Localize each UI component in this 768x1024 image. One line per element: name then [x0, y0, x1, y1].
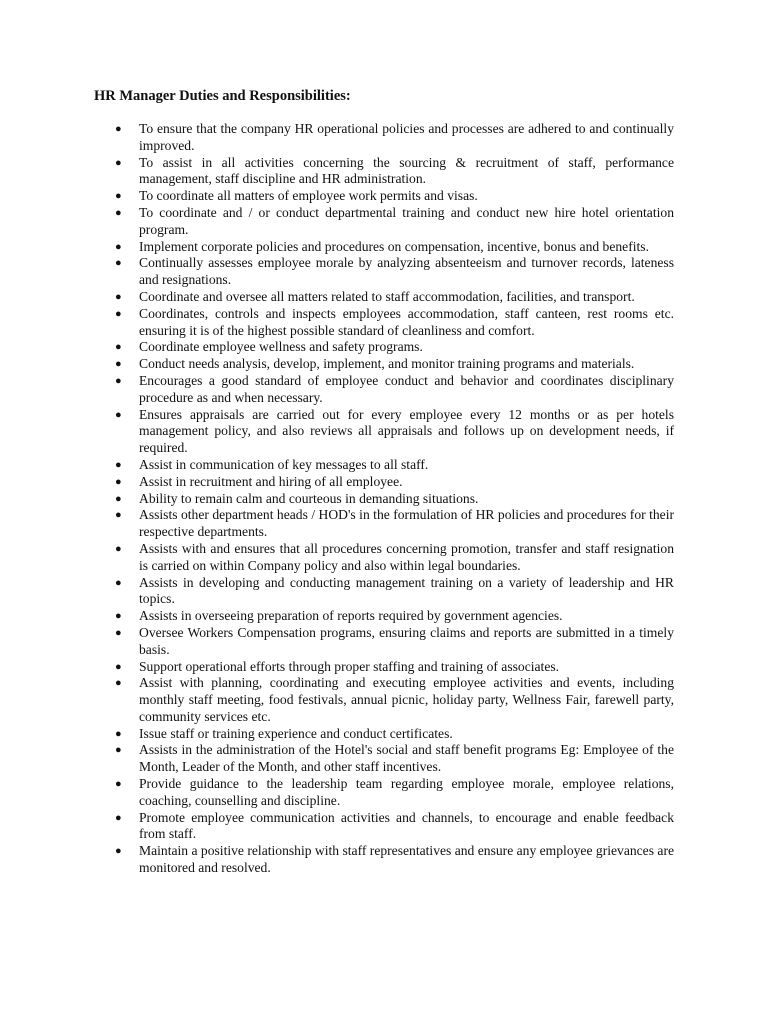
list-item [114, 205, 674, 239]
list-item [114, 575, 674, 609]
list-item-text: Encourages a good standard of employee conduct and behavior and coordinates disciplinary procedure as and when necessary. [139, 372, 674, 405]
bullet-icon: ● [115, 358, 122, 371]
list-item [114, 675, 674, 725]
list-item-text: Support operational efforts through proper staffing and training of associates. [139, 658, 560, 674]
bullet-icon: ● [115, 610, 122, 623]
list-item [114, 188, 674, 205]
list-item-text: Assists other department heads / HOD's in the formulation of HR policies and procedures for their respective departments. [139, 507, 674, 540]
bullet-icon: ● [115, 509, 122, 522]
list-item-text: Oversee Workers Compensation programs, ensuring claims and reports are submitted in a timely basis. [139, 624, 674, 657]
list-item-text: Promote employee communication activities and channels, to encourage and enable feedback from staff. [139, 809, 674, 842]
bullet-icon: ● [115, 576, 122, 589]
list-item [114, 843, 674, 877]
list-item [114, 491, 674, 508]
list-item-text: Assists in the administration of the Hotel's social and staff benefit programs Eg: Employee of the Month, Leader of the Month, and other staff incentives. [139, 742, 674, 775]
list-item [114, 541, 674, 575]
bullet-icon: ● [115, 290, 122, 303]
list-item [114, 356, 674, 373]
list-item-text: Conduct needs analysis, develop, implement, and monitor training programs and materials. [139, 356, 635, 372]
list-item [114, 507, 674, 541]
list-item-text: To coordinate and / or conduct departmental training and conduct new hire hotel orientation program. [139, 204, 674, 237]
list-item [114, 726, 674, 743]
list-item [114, 289, 674, 306]
bullet-icon: ● [115, 845, 122, 858]
bullet-icon: ● [115, 677, 122, 690]
bullet-icon: ● [115, 542, 122, 555]
list-item-text: Assists in overseeing preparation of reports required by government agencies. [139, 608, 563, 624]
list-item [114, 306, 674, 340]
list-item [114, 810, 674, 844]
bullet-icon: ● [115, 626, 122, 639]
list-item [114, 373, 674, 407]
bullet-icon: ● [115, 156, 122, 169]
page-title: HR Manager Duties and Responsibilities: [94, 88, 351, 104]
bullet-icon: ● [115, 374, 122, 387]
list-item [114, 608, 674, 625]
list-item [114, 407, 674, 457]
bullet-icon: ● [115, 123, 122, 135]
list-item-text: Issue staff or training experience and conduct certificates. [139, 725, 453, 741]
bullet-icon: ● [115, 341, 122, 354]
list-item-text: Implement corporate policies and procedures on compensation, incentive, bonus and benefits. [139, 238, 649, 254]
list-item-text: To ensure that the company HR operational policies and processes are adhered to and continually improved. [139, 121, 674, 153]
bullet-icon: ● [115, 458, 122, 471]
list-item-text: Assist with planning, coordinating and executing employee activities and events, including monthly staff meeting, food festivals, annual picnic, holiday party, Wellness Fair, farewell party, community services etc. [139, 675, 674, 724]
bullet-icon: ● [115, 240, 122, 253]
list-item-text: Assist in communication of key messages to all staff. [139, 456, 429, 472]
bullet-icon: ● [115, 408, 122, 421]
list-item [114, 255, 674, 289]
list-item-text: Coordinate employee wellness and safety programs. [139, 339, 423, 355]
bullet-icon: ● [115, 727, 122, 740]
list-item-text: Provide guidance to the leadership team regarding employee morale, employee relations, coaching, counselling and discipline. [139, 776, 674, 808]
list-item-text: Ability to remain calm and courteous in demanding situations. [139, 490, 479, 506]
list-item [114, 457, 674, 474]
bullet-icon: ● [115, 744, 122, 757]
list-item-text: Coordinate and oversee all matters related to staff accommodation, facilities, and transport. [139, 288, 635, 304]
bullet-icon: ● [115, 475, 122, 488]
list-item [114, 776, 674, 810]
bullet-icon: ● [115, 190, 122, 203]
list-item [114, 474, 674, 491]
list-item [114, 155, 674, 189]
list-item [114, 239, 674, 256]
list-item-text: Assists in developing and conducting management training on a variety of leadership and HR topics. [139, 574, 674, 607]
bullet-icon: ● [115, 206, 122, 219]
list-item [114, 659, 674, 676]
bullet-icon: ● [115, 778, 122, 791]
list-item [114, 625, 674, 659]
list-item-text: To coordinate all matters of employee work permits and visas. [139, 188, 478, 204]
list-item [114, 742, 674, 776]
list-item-text: Assist in recruitment and hiring of all employee. [139, 473, 403, 489]
bullet-icon: ● [115, 811, 122, 824]
bullet-icon: ● [115, 257, 122, 270]
list-item-text: To assist in all activities concerning the sourcing & recruitment of staff, performance management, staff discipline and HR administration. [139, 154, 674, 187]
list-item-text: Coordinates, controls and inspects employees accommodation, staff canteen, rest rooms etc. ensuring it is of the highest possible standard of cleanliness and comfort. [139, 305, 674, 338]
bullet-icon: ● [115, 492, 122, 505]
list-item-text: Ensures appraisals are carried out for every employee every 12 months or as per hotels management policy, and also reviews all appraisals and follows up on development needs, if required. [139, 406, 674, 456]
list-item-text: Maintain a positive relationship with staff representatives and ensure any employee grievances are monitored and resolved. [139, 843, 675, 876]
list-item [114, 339, 674, 356]
bullet-icon: ● [115, 307, 122, 320]
list-item-text: Assists with and ensures that all procedures concerning promotion, transfer and staff resignation is carried on within Company policy and also within legal boundaries. [139, 540, 674, 573]
list-item-text: Continually assesses employee morale by analyzing absenteeism and turnover records, lateness and resignations. [139, 255, 674, 288]
list-item [114, 121, 674, 155]
duties-list [114, 121, 674, 877]
bullet-icon: ● [115, 660, 122, 673]
